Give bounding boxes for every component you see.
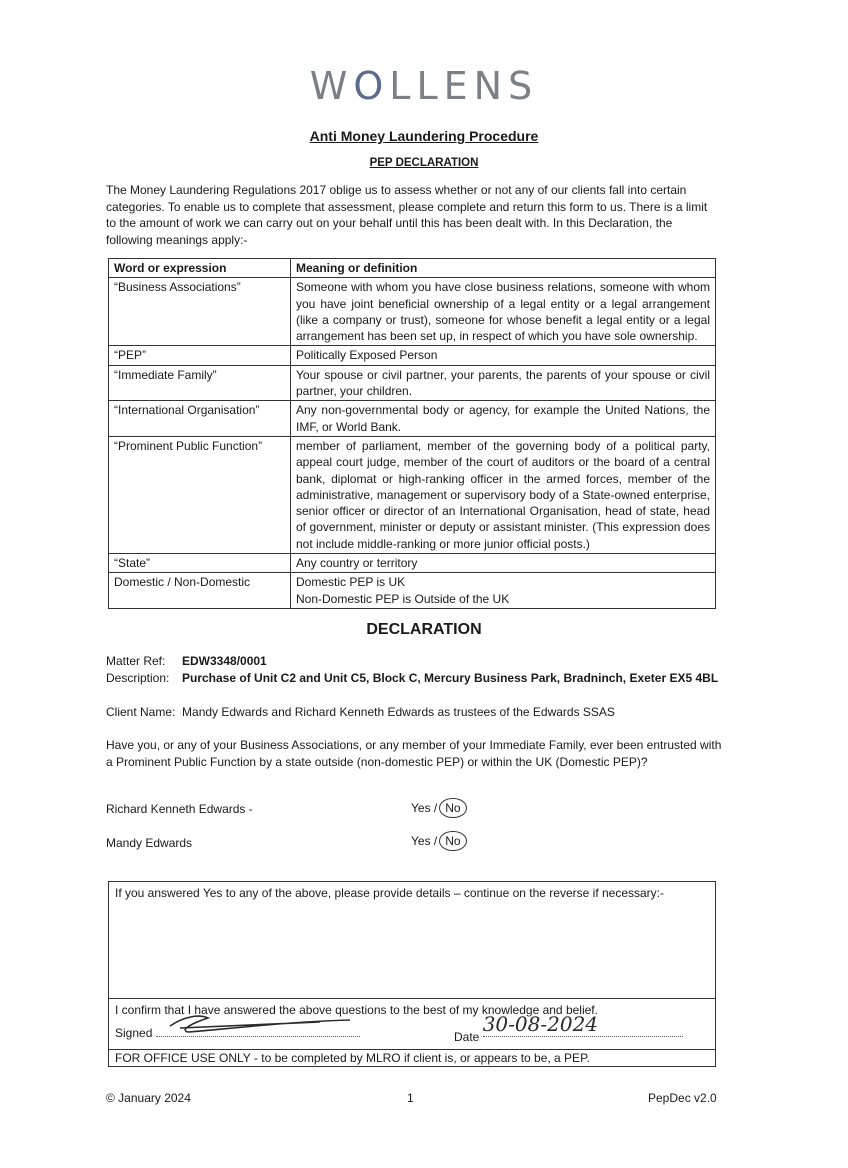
- details-area: [109, 882, 715, 999]
- matter-ref-value: EDW3348/0001: [182, 654, 267, 668]
- page-subtitle: PEP DECLARATION: [369, 157, 479, 169]
- table-cell-word: “PEP”: [109, 346, 291, 365]
- office-use-row: [109, 1049, 715, 1066]
- table-cell-word: “State”: [109, 554, 291, 573]
- table-cell-meaning: [291, 573, 716, 609]
- page-title: Anti Money Laundering Procedure: [309, 128, 539, 144]
- footer-copyright: © January 2024: [106, 1091, 191, 1105]
- footer-page-number: 1: [407, 1091, 414, 1105]
- signature-icon: [160, 1012, 360, 1036]
- table-cell-word: “Immediate Family”: [109, 365, 291, 401]
- matter-ref-label: Matter Ref:: [106, 654, 166, 668]
- client-name-row: [106, 705, 615, 719]
- table-row: [109, 436, 716, 553]
- office-use-text: FOR OFFICE USE ONLY - to be completed by MLRO if client is, or appears to be, a PEP.: [115, 1051, 590, 1065]
- column-header: Word or expression: [109, 259, 291, 278]
- table-header-row: [109, 259, 716, 278]
- definitions-table: [108, 258, 716, 609]
- table-row: [109, 278, 716, 346]
- details-box: [108, 881, 716, 1067]
- table-cell-meaning: Any non-governmental body or agency, for example the United Nations, the IMF, or World Bank.: [291, 401, 716, 437]
- table-row: [109, 401, 716, 437]
- yes-option: Yes /: [411, 801, 438, 815]
- table-cell-meaning: Your spouse or civil partner, your parents, the parents of your spouse or civil partner, your children.: [291, 365, 716, 401]
- description-label: Description:: [106, 671, 170, 685]
- signature-field: [156, 1022, 360, 1037]
- intro-paragraph: The Money Laundering Regulations 2017 oblige us to assess whether or not any of our clients fall into certain categories. To enable us to complete that assessment, please complete and return this form to us. There is a limit to the amount of work we can carry out on your behalf until this has been dealt with. In this Declaration, the following meanings apply:-: [106, 183, 708, 247]
- table-cell-word: “Business Associations”: [109, 278, 291, 346]
- table-cell-word: Domestic / Non-Domestic: [109, 573, 291, 609]
- column-header: Meaning or definition: [291, 259, 716, 278]
- table-cell-meaning: Any country or territory: [291, 554, 716, 573]
- table-cell-word: “International Organisation”: [109, 401, 291, 437]
- date-label: Date: [454, 1030, 480, 1044]
- table-row: [109, 365, 716, 401]
- answer-choice: [411, 831, 467, 851]
- confirmation-text: I confirm that I have answered the above questions to the best of my knowledge and belief.: [115, 1003, 598, 1017]
- table-row: [109, 573, 716, 609]
- signature-row: [115, 1022, 360, 1040]
- declaration-heading: DECLARATION: [366, 621, 482, 638]
- date-value: 30-08-2024: [483, 1012, 683, 1037]
- company-logo: WOLLENS: [309, 64, 539, 108]
- description-value: Purchase of Unit C2 and Unit C5, Block C, Mercury Business Park, Bradninch, Exeter EX5 4BL: [182, 671, 719, 685]
- details-prompt: If you answered Yes to any of the above, please provide details – continue on the reverse if necessary:-: [115, 886, 665, 900]
- table-cell-meaning: Politically Exposed Person: [291, 346, 716, 365]
- client-name-label: Client Name:: [106, 705, 176, 719]
- footer-version: PepDec v2.0: [648, 1091, 717, 1105]
- matter-ref-row: [106, 654, 267, 668]
- pep-question: Have you, or any of your Business Associations, or any member of your Immediate Family, ever been entrusted with a Prominent Public Function by a state outside (non-domestic PEP) or within the UK (Domestic PEP)?: [106, 738, 722, 769]
- table-cell-word: “Prominent Public Function”: [109, 436, 291, 553]
- signed-label: Signed: [115, 1026, 153, 1040]
- no-option-circled: No: [439, 831, 466, 851]
- table-cell-meaning: member of parliament, member of the governing body of a political party, appeal court judge, member of the court of auditors or the board of a central bank, diplomat or high-ranking officer in the armed forces, member of the administrative, management or supervisory body of a State-owned enterprise, senior officer or director of an International Organisation, head of state, head of government, minister or deputy or assistant minister. (This expression does not include middle-ranking or more junior official posts.): [291, 436, 716, 553]
- answer-name: Richard Kenneth Edwards -: [106, 802, 253, 816]
- table-row: [109, 554, 716, 573]
- yes-option: Yes /: [411, 834, 438, 848]
- date-row: [454, 1012, 683, 1044]
- table-cell-meaning: Someone with whom you have close business relations, someone with whom you have joint beneficial ownership of a legal entity or a legal arrangement (like a company or trust), someone for whose benefit a legal entity or a legal arrangement has been set up, in respect of which you have sole ownership.: [291, 278, 716, 346]
- meaning-line-non-domestic: Non-Domestic PEP is Outside of the UK: [296, 591, 510, 606]
- no-option-circled: No: [439, 798, 466, 818]
- answer-name: Mandy Edwards: [106, 836, 193, 850]
- answer-choice: [411, 798, 467, 818]
- client-name-value: Mandy Edwards and Richard Kenneth Edwards as trustees of the Edwards SSAS: [182, 705, 615, 719]
- meaning-line-domestic: Domestic PEP is UK: [296, 575, 406, 590]
- description-row: [106, 671, 718, 685]
- table-row: [109, 346, 716, 365]
